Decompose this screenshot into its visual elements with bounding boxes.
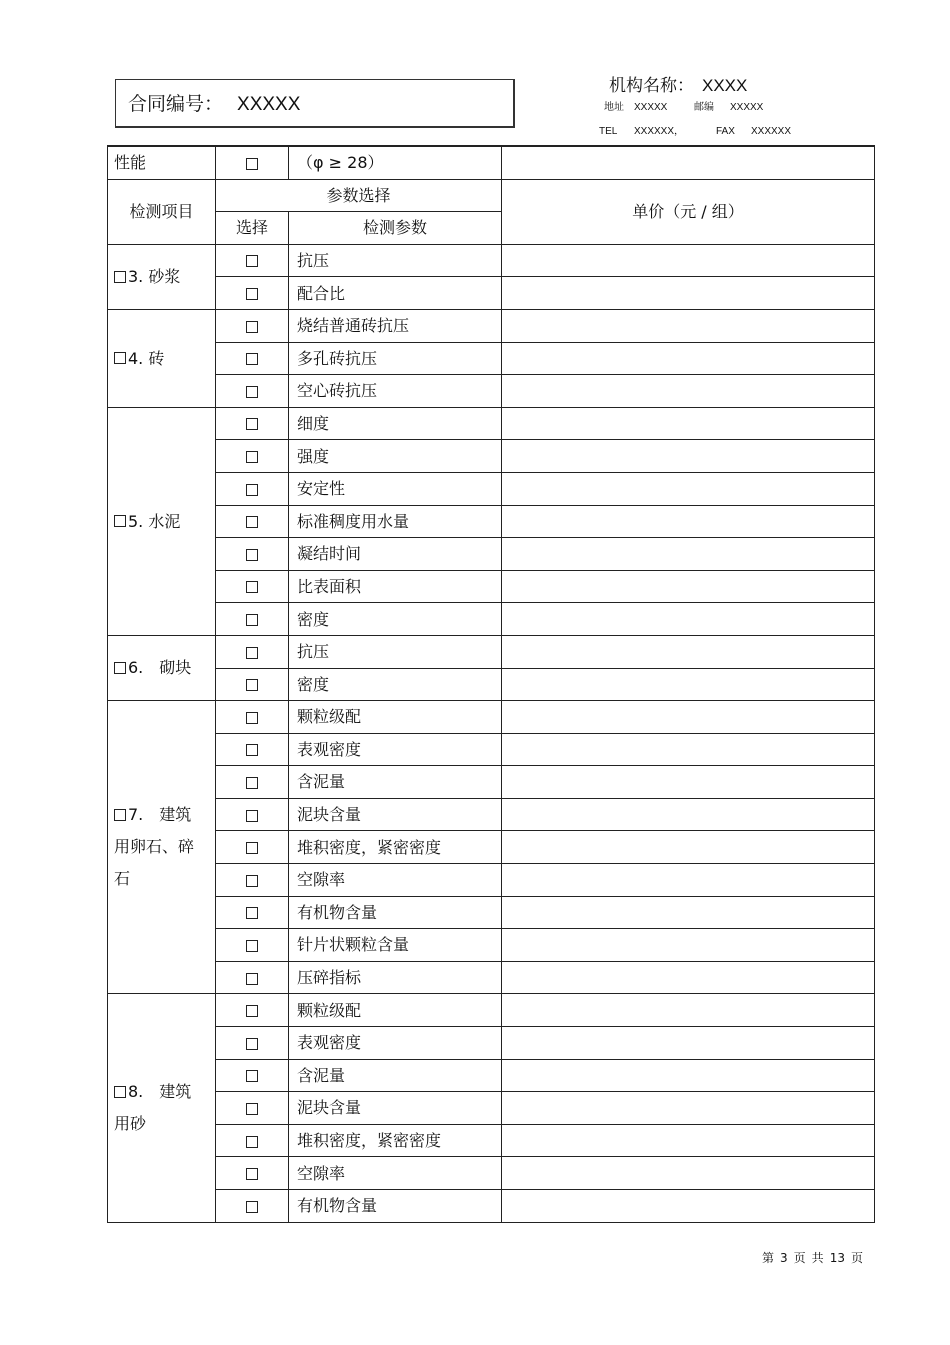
page-prefix: 第 [762,1251,775,1265]
checkbox-icon[interactable] [246,907,258,919]
select-cell [216,244,289,277]
checkbox-icon[interactable] [246,973,258,985]
checkbox-icon[interactable] [114,515,126,527]
checkbox-icon[interactable] [246,353,258,365]
param-cell: 空隙率 [289,1157,502,1190]
table-row [108,961,875,994]
price-cell[interactable] [502,1092,875,1125]
select-cell [216,929,289,962]
param-cell: 含泥量 [289,1059,502,1092]
checkbox-icon[interactable] [246,386,258,398]
table-row [108,766,875,799]
checkbox-icon[interactable] [246,875,258,887]
param-cell: 细度 [289,407,502,440]
table-row [108,733,875,766]
tel-label: TEL [599,126,618,137]
top-row-category: 性能 [108,146,216,179]
table-header-row [108,179,875,212]
page-number [762,1249,869,1266]
param-cell: 表观密度 [289,1027,502,1060]
category-cell [108,309,216,407]
category-label-line [114,1108,215,1140]
contract-number [128,89,300,116]
price-cell[interactable] [502,766,875,799]
select-cell [216,864,289,897]
select-cell [216,1124,289,1157]
price-cell[interactable] [502,603,875,636]
checkbox-icon[interactable] [246,1136,258,1148]
select-cell [216,505,289,538]
checkbox-icon[interactable] [246,255,258,267]
select-cell [216,1059,289,1092]
checkbox-icon[interactable] [246,1070,258,1082]
price-cell[interactable] [502,407,875,440]
checkbox-icon[interactable] [246,614,258,626]
col-item-header: 检测项目 [108,179,216,244]
top-row-select-cell [216,146,289,179]
param-cell: 压碎指标 [289,961,502,994]
category-label-line [114,831,215,863]
category-label-line [114,1076,215,1108]
param-cell: 有机物含量 [289,1190,502,1223]
price-cell[interactable] [502,831,875,864]
price-cell[interactable] [502,309,875,342]
postcode-label: 邮编 [694,102,714,113]
param-cell: 针片状颗粒含量 [289,929,502,962]
checkbox-icon[interactable] [246,418,258,430]
select-cell [216,375,289,408]
table-row [108,472,875,505]
select-cell [216,668,289,701]
category-cell [108,244,216,309]
param-cell: 含泥量 [289,766,502,799]
table-row [108,309,875,342]
checkbox-icon[interactable] [246,1038,258,1050]
table-row [108,864,875,897]
price-cell[interactable] [502,342,875,375]
select-cell [216,994,289,1027]
checkbox-icon[interactable] [114,1086,126,1098]
param-cell: 标准稠度用水量 [289,505,502,538]
address-label: 地址 [604,102,624,113]
select-cell [216,407,289,440]
category-label: 5. 水泥 [128,511,181,531]
checkbox-icon[interactable] [246,744,258,756]
table-row [108,538,875,571]
table-row [108,994,875,1027]
param-cell: 颗粒级配 [289,701,502,734]
col-param-header: 检测参数 [289,212,502,245]
checkbox-icon[interactable] [246,516,258,528]
price-cell[interactable] [502,146,875,179]
contract-number-label: 合同编号： [128,93,224,115]
select-cell [216,961,289,994]
select-cell [216,309,289,342]
category-label-line [114,799,215,831]
param-cell: 泥块含量 [289,1092,502,1125]
fax-value: XXXXXX [751,126,792,137]
table-row [108,896,875,929]
checkbox-icon[interactable] [246,1168,258,1180]
param-cell: 空隙率 [289,864,502,897]
checkbox-icon[interactable] [246,940,258,952]
table-row [108,929,875,962]
checkbox-icon[interactable] [246,549,258,561]
price-cell[interactable] [502,570,875,603]
select-cell [216,538,289,571]
select-cell [216,635,289,668]
table-row [108,1092,875,1125]
table-row [108,1157,875,1190]
checkbox-icon[interactable] [246,321,258,333]
checkbox-icon[interactable] [246,1201,258,1213]
param-cell: 安定性 [289,472,502,505]
page-total: 13 [829,1251,845,1265]
select-cell [216,733,289,766]
tel-value: XXXXXX， [634,126,685,137]
page-total-prefix: 共 [811,1251,824,1265]
postcode-value: XXXXX [730,102,764,113]
table-row [108,146,875,179]
price-cell[interactable] [502,896,875,929]
checkbox-icon[interactable] [246,581,258,593]
select-cell [216,570,289,603]
table-row [108,407,875,440]
checkbox-icon[interactable] [114,271,126,283]
price-cell[interactable] [502,1027,875,1060]
address-line [604,98,763,113]
checkbox-icon[interactable] [246,810,258,822]
test-items-table [107,145,875,1223]
param-cell: 有机物含量 [289,896,502,929]
select-cell [216,342,289,375]
select-cell [216,1027,289,1060]
price-cell[interactable] [502,864,875,897]
price-cell[interactable] [502,1190,875,1223]
category-label: 石 [114,869,131,889]
checkbox-icon[interactable] [114,809,126,821]
category-label: 3. 砂浆 [128,267,181,287]
price-cell[interactable] [502,472,875,505]
checkbox-icon[interactable] [246,451,258,463]
select-cell [216,603,289,636]
price-cell[interactable] [502,994,875,1027]
table-row [108,375,875,408]
param-cell: 泥块含量 [289,798,502,831]
page-total-unit: 页 [850,1251,863,1265]
table-row [108,603,875,636]
param-cell: 比表面积 [289,570,502,603]
top-row-param: （φ ≥ 28） [289,146,502,179]
page-unit: 页 [793,1251,806,1265]
select-cell [216,896,289,929]
param-cell: 堆积密度，紧密密度 [289,831,502,864]
price-cell[interactable] [502,798,875,831]
checkbox-icon[interactable] [246,842,258,854]
param-cell: 颗粒级配 [289,994,502,1027]
col-select-header: 选择 [216,212,289,245]
price-cell[interactable] [502,668,875,701]
table-row [108,244,875,277]
checkbox-icon[interactable] [246,1103,258,1115]
category-cell [108,407,216,635]
contract-number-value: XXXXX [237,94,301,115]
category-label: 用砂 [114,1114,147,1134]
table-row [108,635,875,668]
category-label: 4. 砖 [128,348,165,368]
checkbox-icon[interactable] [246,288,258,300]
category-cell [108,635,216,700]
price-cell[interactable] [502,1157,875,1190]
table-row [108,701,875,734]
price-cell[interactable] [502,440,875,473]
checkbox-icon[interactable] [246,647,258,659]
select-cell [216,831,289,864]
param-cell: 烧结普通砖抗压 [289,309,502,342]
table-row [108,342,875,375]
param-cell: 密度 [289,668,502,701]
param-cell: 表观密度 [289,733,502,766]
price-cell[interactable] [502,1059,875,1092]
table-row [108,1190,875,1223]
page-current: 3 [780,1251,788,1265]
select-cell [216,766,289,799]
select-cell [216,1157,289,1190]
checkbox-icon[interactable] [114,662,126,674]
table-row [108,1124,875,1157]
category-cell [108,994,216,1222]
select-cell [216,701,289,734]
param-cell: 抗压 [289,635,502,668]
select-cell [216,472,289,505]
col-price-header: 单价（元 / 组） [502,179,875,244]
param-cell: 多孔砖抗压 [289,342,502,375]
price-cell[interactable] [502,375,875,408]
table-row [108,668,875,701]
select-cell [216,1092,289,1125]
category-label: 8. 建筑 [128,1082,192,1102]
checkbox-icon[interactable] [114,352,126,364]
table-row [108,1027,875,1060]
checkbox-icon[interactable] [246,679,258,691]
price-cell[interactable] [502,961,875,994]
param-cell: 空心砖抗压 [289,375,502,408]
table-row [108,277,875,310]
checkbox-icon[interactable] [246,712,258,724]
price-cell[interactable] [502,1124,875,1157]
table-row [108,798,875,831]
price-cell[interactable] [502,505,875,538]
param-cell: 配合比 [289,277,502,310]
table-row [108,831,875,864]
tel-line [599,122,791,137]
checkbox-icon[interactable] [246,777,258,789]
select-cell [216,277,289,310]
fax-label: FAX [716,126,735,137]
param-cell: 凝结时间 [289,538,502,571]
col-param-group-header: 参数选择 [216,179,502,212]
table-row [108,505,875,538]
select-cell [216,1190,289,1223]
category-label-line [114,863,215,895]
table-row [108,570,875,603]
param-cell: 抗压 [289,244,502,277]
category-label: 6. 砌块 [128,658,192,678]
address-value: XXXXX [634,102,668,113]
price-cell[interactable] [502,635,875,668]
select-cell [216,798,289,831]
price-cell[interactable] [502,538,875,571]
price-cell[interactable] [502,733,875,766]
price-cell[interactable] [502,244,875,277]
checkbox-icon[interactable] [246,158,258,170]
org-name [609,71,747,96]
checkbox-icon[interactable] [246,484,258,496]
contract-number-box [115,79,515,128]
param-cell: 堆积密度，紧密密度 [289,1124,502,1157]
checkbox-icon[interactable] [246,1005,258,1017]
select-cell [216,440,289,473]
param-cell: 密度 [289,603,502,636]
category-label: 7. 建筑 [128,805,192,825]
org-name-value: XXXX [702,76,748,95]
price-cell[interactable] [502,277,875,310]
table-row [108,1059,875,1092]
param-cell: 强度 [289,440,502,473]
category-cell [108,701,216,994]
price-cell[interactable] [502,929,875,962]
table-row [108,440,875,473]
org-name-label: 机构名称： [609,76,694,96]
category-label: 用卵石、碎 [114,837,195,857]
price-cell[interactable] [502,701,875,734]
